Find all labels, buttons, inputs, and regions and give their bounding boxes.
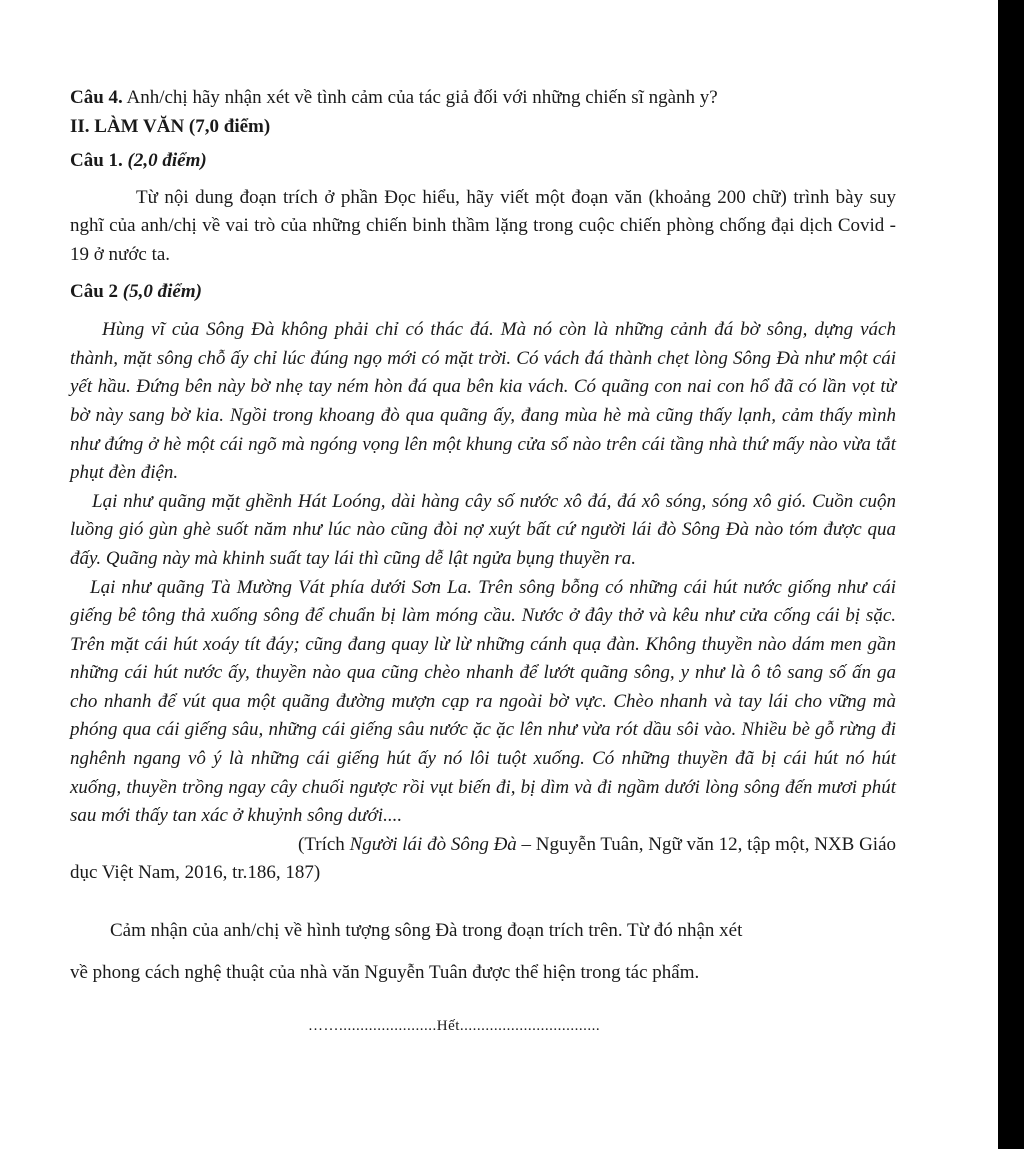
excerpt-paragraph-3: Lại như quãng Tà Mường Vát phía dưới Sơn La. Trên sông bỗng có những cái hút nước giống như cái giếng bê tông thả xuống sông để chuẩn bị làm móng cầu. Nước ở đây thở và kêu như cửa cống cái bị sặc. Trên mặt cái hút xoáy tít đáy; cũng đang quay lừ lừ những cánh quạ đàn. Không thuyền nào dám men gần những cái hút nước ấy, thuyền nào qua cũng chèo nhanh để lướt quãng sông, y như là ô tô sang số ấn ga cho nhanh để vút qua một quãng đường mượn cạp ra ngoài bờ vực. Chèo nhanh và tay lái cho vững mà phóng qua cái giếng sâu, những cái giếng sâu nước ặc ặc lên như vừa rót dầu sôi vào. Nhiều bè gỗ rừng đi nghênh ngang vô ý là những cái giếng hút ấy nó lôi tuột xuống. Có những thuyền đã bị cái hút nó hút xuống, thuyền trồng ngay cây chuối ngược rồi vụt biến đi, bị dìm và đi ngầm dưới lòng sông đến mươi phút sau mới thấy tan xác ở khuỷnh sông dưới.... [70,576,896,827]
exam-page [70,84,896,1041]
excerpt-paragraph-2: Lại như quãng mặt ghềnh Hát Loóng, dài hàng cây số nước xô đá, đá xô sóng, sóng xô gió. Cuồn cuộn luồng gió gùn ghè suốt năm như lúc nào cũng đòi nợ xuýt bất cứ người lái đò Sông Đà nào tóm được qua đấy. Quãng này mà khinh suất tay lái thì cũng dễ lật ngửa bụng thuyền ra. [70,490,896,569]
excerpt-source [70,831,896,888]
excerpt [70,316,896,888]
question-2-task [70,910,896,994]
excerpt-paragraph-1: Hùng vĩ của Sông Đà không phải chỉ có thác đá. Mà nó còn là những cảnh đá bờ sông, dựng vách thành, mặt sông chỗ ấy chỉ lúc đúng ngọ mới có mặt trời. Có vách đá thành chẹt lòng Sông Đà như một cái yết hầu. Đứng bên này bờ nhẹ tay ném hòn đá qua bên kia vách. Có quãng con nai con hổ đã có lần vọt từ bờ này sang bờ kia. Ngồi trong khoang đò qua quãng ấy, đang mùa hè mà cũng thấy lạnh, cảm thấy mình như đứng ở hè một cái ngõ mà ngóng vọng lên một khung cửa sổ nào trên cái tầng nhà thứ mấy nào vừa tắt phụt đèn điện. [70,319,896,484]
section-2-title-text: II. LÀM VĂN (7,0 điểm) [70,115,271,137]
source-prefix: (Trích [298,833,350,855]
question-1-heading [70,147,896,176]
source-title: Người lái đò Sông Đà [349,833,517,855]
question-4-text: Anh/chị hãy nhận xét về tình cảm của tác giả đối với những chiến sĩ ngành y? [122,87,718,108]
question-1-text: Từ nội dung đoạn trích ở phần Đọc hiểu, hãy viết một đoạn văn (khoảng 200 chữ) trình bày suy nghĩ của anh/chị về vai trò của những chiến binh thầm lặng trong cuộc chiến phòng chống đại dịch Covid - 19 ở nước ta. [70,186,896,265]
section-2-title [70,113,896,142]
question-2-points: (5,0 điểm) [122,280,202,302]
task-line-1: Cảm nhận của anh/chị về hình tượng sông Đà trong đoạn trích trên. Từ đó nhận xét [110,920,743,942]
right-edge-border [998,0,1024,1149]
end-marker: …….......................Hết................................. [308,1018,601,1035]
question-2-label: Câu 2 [70,280,119,302]
task-line-2: về phong cách nghệ thuật của nhà văn Nguyễn Tuân được thể hiện trong tác phẩm. [70,962,700,984]
question-1-label: Câu 1. [70,150,123,172]
question-4-label: Câu 4. [70,87,123,108]
question-1-points: (2,0 điểm) [127,150,207,172]
question-4 [70,84,896,113]
source-suffix: – Nguyễn Tuân, Ngữ văn 12, tập một, NXB Giáo dục Việt Nam, 2016, tr.186, 187) [70,833,896,884]
question-2-heading [70,278,896,307]
